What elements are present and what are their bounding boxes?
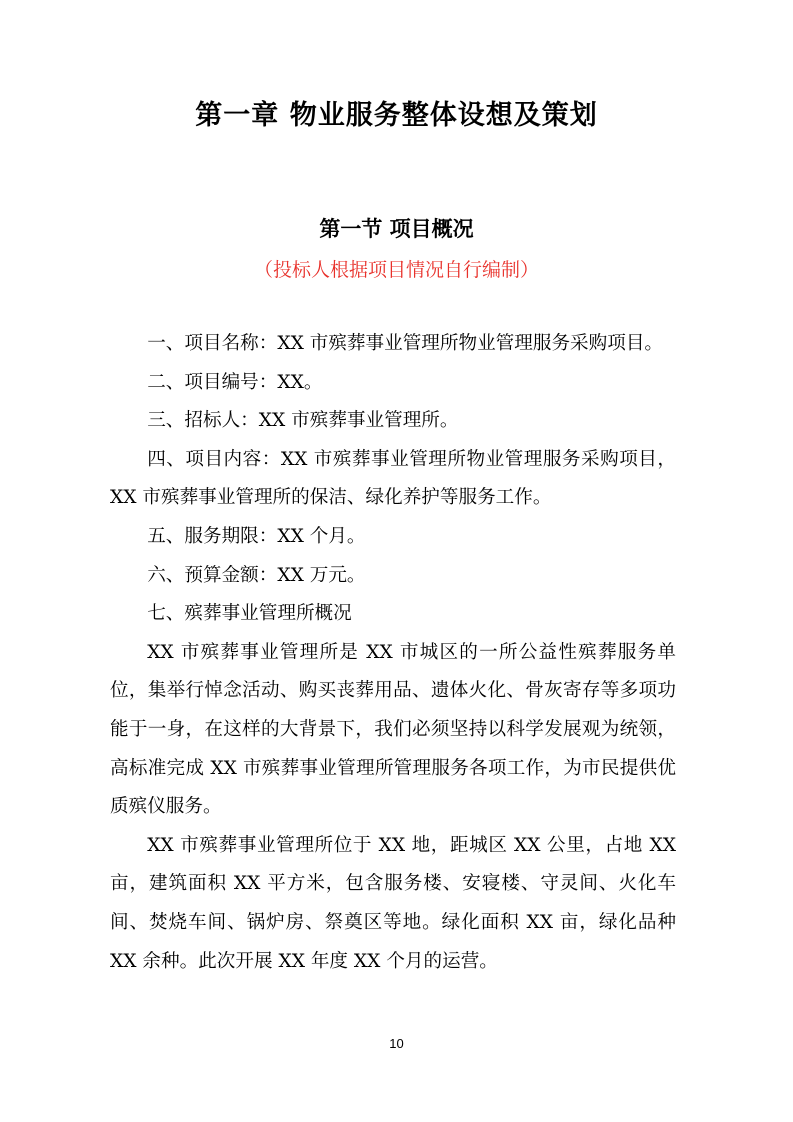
paragraph-project-content: 四、项目内容：XX 市殡葬事业管理所物业管理服务采购项目，XX 市殡葬事业管理所的保洁、绿化养护等服务工作。 <box>110 448 676 509</box>
paragraph-tenderer: 三、招标人：XX 市殡葬事业管理所。 <box>147 410 459 432</box>
document-body <box>110 325 676 981</box>
paragraph-project-name: 一、项目名称：XX 市殡葬事业管理所物业管理服务采购项目。 <box>147 333 664 354</box>
paragraph-project-number: 二、项目编号：XX。 <box>147 371 323 393</box>
page-number: 10 <box>389 1036 404 1051</box>
chapter-title: 第一章 物业服务整体设想及策划 <box>195 100 598 131</box>
paragraph-budget: 六、预算金额：XX 万元。 <box>147 564 366 586</box>
section-title: 第一节 项目概况 <box>319 217 474 241</box>
paragraph-service-period: 五、服务期限：XX 个月。 <box>147 525 366 547</box>
paragraph-overview-heading: 七、殡葬事业管理所概况 <box>147 603 352 625</box>
paragraph-overview-intro: XX 市殡葬事业管理所是 XX 市城区的一所公益性殡葬服务单位，集举行悼念活动、购买丧葬用品、遗体火化、骨灰寄存等多项功能于一身，在这样的大背景下，我们必须坚持以科学发展观为统领，高标准完成 XX 市殡葬事业管理所管理服务各项工作，为市民提供优质殡仪服务。 <box>110 641 676 818</box>
paragraph-overview-location: XX 市殡葬事业管理所位于 XX 地，距城区 XX 公里，占地 XX 亩，建筑面积 XX 平方米，包含服务楼、安寝楼、守灵间、火化车间、焚烧车间、锅炉房、祭奠区等地。绿化面积 XX 亩，绿化品种 XX 余种。此次开展 XX 年度 XX 个月的运营。 <box>110 834 676 972</box>
bidder-note: （投标人根据项目情况自行编制） <box>253 259 539 281</box>
